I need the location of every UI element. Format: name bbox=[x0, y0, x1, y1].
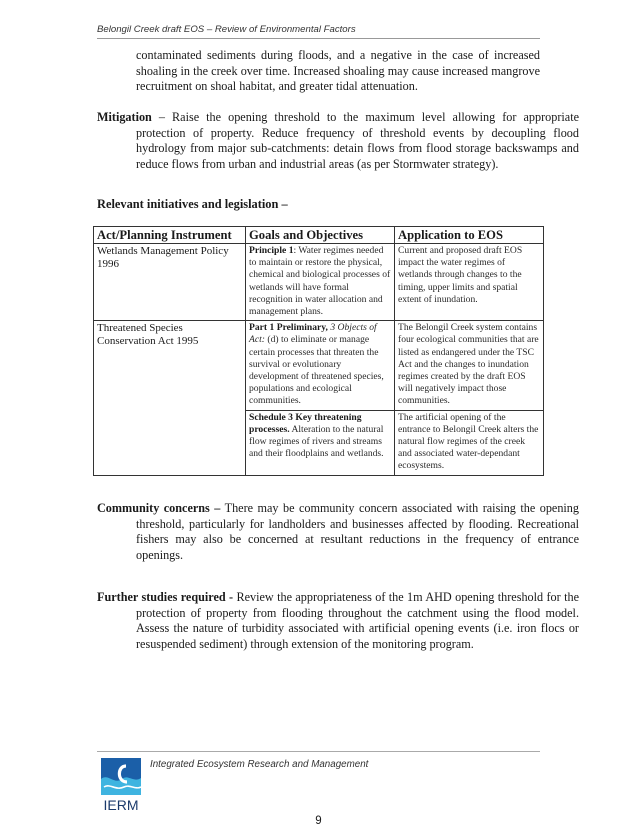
further-studies-paragraph bbox=[97, 590, 579, 652]
community-concerns-label: Community concerns – bbox=[97, 501, 221, 515]
further-studies-text: Review the appropriateness of the 1m AHD opening threshold for the protection of property from flooding throughout the catchment using the flood model. Assess the nature of turbidity associated with artificial opening events (i.e. iron flocs or resuspended sediment) through extension of the monitoring program. bbox=[136, 590, 579, 651]
mitigation-text: – Raise the opening threshold to the maximum level allowing for appropriate protection of property. Reduce frequency of threshold events by decoupling flood hydrology from major sub-catchments: detain flows from flood storage backswamps and reduce flows from urban and industrial areas (as per Stormwater strategy). bbox=[136, 110, 579, 171]
table-row bbox=[94, 321, 544, 410]
instrument-cell: Threatened Species Conservation Act 1995 bbox=[94, 321, 246, 410]
goal-text: : Water regimes needed to maintain or restore the physical, chemical and biological processes of wetlands will have formal recognition in water allocation and management plans. bbox=[249, 245, 391, 318]
goal-heading: Schedule 3 Key threatening processes. bbox=[249, 411, 362, 435]
application-cell: Current and proposed draft EOS impact the water regimes of wetlands through changes to the timing, upper limits and spatial extent of inundation. bbox=[395, 244, 544, 321]
further-studies-label: Further studies required - bbox=[97, 590, 234, 604]
column-header-goals: Goals and Objectives bbox=[246, 227, 395, 244]
footer-divider bbox=[97, 751, 540, 752]
running-header: Belongil Creek draft EOS – Review of Environmental Factors bbox=[97, 24, 540, 39]
application-cell: The Belongil Creek system contains four ecological communities that are listed as endangered under the TSC Act and the changes to inundation regimes created by the draft EOS will negatively impact those communities. bbox=[395, 321, 544, 410]
column-header-instrument: Act/Planning Instrument bbox=[94, 227, 246, 244]
table-row bbox=[94, 410, 544, 475]
community-concerns-paragraph bbox=[97, 501, 579, 563]
ierm-logo bbox=[100, 757, 142, 815]
community-concerns-text: There may be community concern associated with raising the opening threshold, particularly for landholders and businesses affected by flooding. Recreational fishers may also be concerned at resultant reductions in the frequency of entrance openings. bbox=[136, 501, 579, 562]
table-row bbox=[94, 244, 544, 321]
application-cell: The artificial opening of the entrance to Belongil Creek alters the natural flow regimes of the creek and associated water-dependant ecosystems. bbox=[395, 410, 544, 475]
goal-text: (d) to eliminate or manage certain processes that threaten the survival or evolutionary development of threatened species, populations and ecological communities. bbox=[249, 334, 384, 407]
goals-cell bbox=[246, 410, 395, 475]
table-header-row bbox=[94, 227, 544, 244]
mitigation-label: Mitigation bbox=[97, 110, 152, 124]
footer-organisation: Integrated Ecosystem Research and Management bbox=[150, 759, 369, 770]
goal-text: Alteration to the natural flow regimes of rivers and streams and their floodplains and wetlands. bbox=[249, 423, 384, 460]
goal-subheading: 3 Objects of Act: bbox=[249, 322, 377, 346]
legislation-table bbox=[93, 226, 544, 476]
mitigation-paragraph bbox=[97, 110, 579, 172]
relevant-legislation-heading: Relevant initiatives and legislation – bbox=[97, 197, 288, 211]
intro-paragraph: contaminated sediments during floods, and a negative in the case of increased shoaling in the creek over time. Increased shoaling may cause increased mangrove recruitment on shoal habitat, and greater tidal attenuation. bbox=[136, 48, 540, 94]
goal-heading: Principle 1 bbox=[249, 245, 294, 256]
instrument-cell: Wetlands Management Policy 1996 bbox=[94, 244, 246, 321]
goal-heading: Part 1 Preliminary, bbox=[249, 322, 331, 334]
logo-label: IERM bbox=[103, 797, 139, 813]
goals-cell bbox=[246, 321, 395, 410]
wave-logo-icon bbox=[100, 757, 142, 797]
instrument-cell bbox=[94, 410, 246, 475]
column-header-application: Application to EOS bbox=[395, 227, 544, 244]
goals-cell bbox=[246, 244, 395, 321]
page-number: 9 bbox=[315, 815, 322, 827]
